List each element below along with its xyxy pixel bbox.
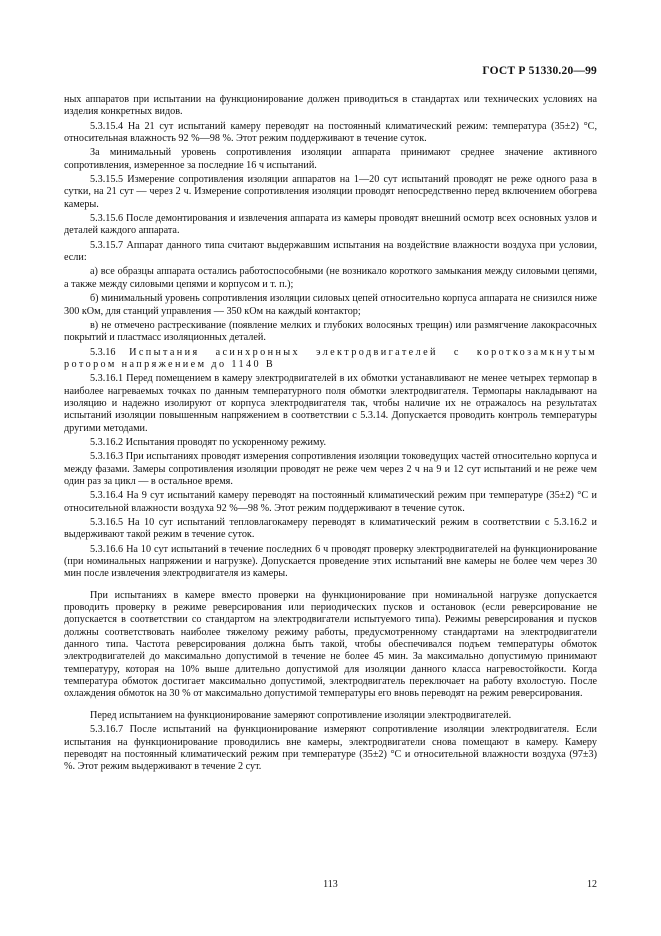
paragraph: Перед испытанием на функционирование замеряют сопротивление изоляции электродвигателей. <box>90 709 512 721</box>
paragraph: 5.3.16.5 На 10 сут испытаний тепловлагокамеру переводят в климатический режим в соответствии с 5.3.16.2 и выдерживают такой режим в течение суток. <box>64 517 597 541</box>
list-item: в) не отмечено растрескивание (появление мелких и глубоких волосяных трещин) или размягчение лакокрасочных покрытий и пластмасс изоляционных деталей. <box>64 319 597 344</box>
sheet-number: 12 <box>587 879 597 890</box>
paragraph: 5.3.15.5 Измерение сопротивления изоляции аппаратов на 1—20 сут испытаний проводят не реже одного раза в сутки, на 21 сут — через 2 ч. Измерение сопротивления изоляции проводят непосредственно перед включением обогрева камеры. <box>64 174 597 210</box>
paragraph: 5.3.16.2 Испытания проводят по ускоренному режиму. <box>90 436 327 448</box>
paragraph: 5.3.16.7 После испытаний на функционирование измеряют сопротивление изоляции электродвигателя. Если испытания на функционирование проводились вне камеры, электродвигатели снова помещают в камеру. Камеру переводят на постоянный климатический режим при температуре (35±2) °С и относительной влажности воздуха (97±3) %. Этот режим выдерживают в течение 2 сут. <box>64 724 597 773</box>
paragraph: При испытаниях в камере вместо проверки на функционирование при номинальной нагрузке допускается проводить проверку в режиме реверсирования или периодических пусков и остановок (если реверсирование не допускается в соответствии со стандартом на электродвигатели испытуемого типа). Режимы реверсирования и пусков должны соответствовать наиболее тяжелому режиму работы, предусмотренному стандартами на электродвигатели данного типа. Частота реверсирования должна быть такой, чтобы обеспечивался подъем температуры обмоток электродвигателей до максимально допустимой в течение не более 45 мин. За максимально допустимую принимают температуру, которая на 10% выше длительно допустимой для изоляции данного класса нагревостойкости. Когда температура обмоток достигает максимально допустимой, электродвигатель переключает на работу вхолостую. После охлаждения обмоток на 30 % от максимально допустимой температуры его вновь переводят на режим реверсирования. <box>64 589 597 700</box>
paragraph: 5.3.15.4 На 21 сут испытаний камеру переводят на постоянный климатический режим: температура (35±2) °С, относительная влажность 92 %—98 %. Этот режим поддерживают в течение суток. <box>64 120 597 145</box>
list-item: а) все образцы аппарата остались работоспособными (не возникало короткого замыкания между силовыми цепями, а также между силовыми цепями и корпусом и т. п.); <box>64 266 597 290</box>
page-number: 113 <box>323 879 338 890</box>
document-body <box>64 94 597 774</box>
paragraph: 5.3.15.6 После демонтирования и извлечения аппарата из камеры проводят внешний осмотр всех основных узлов и деталей каждого аппарата. <box>64 213 597 237</box>
list-item: б) минимальный уровень сопротивления изоляции силовых цепей относительно корпуса аппарата не снизился ниже 300 кОм, для станций управления — 350 кОм на каждый контактор; <box>64 293 597 317</box>
paragraph: 5.3.16.1 Перед помещением в камеру электродвигателей в их обмотки устанавливают не менее четырех термопар в наиболее нагреваемых точках по данным температурного поля обмотки электродвигателя. Термопары накладывают на изоляцию и надежно изолируют от корпуса электродвигателя так, чтобы наличие их не отражалось на результатах испытаний изоляции повышенным напряжением в соответствии с 5.3.14. Допускается проводить контроль температуры другими методами. <box>64 373 597 434</box>
section-number: 5.3.16 <box>90 346 116 358</box>
paragraph: ных аппаратов при испытании на функционирование должен приводиться в стандартах или технических условиях на изделия конкретных видов. <box>64 94 597 118</box>
document-code-header: ГОСТ Р 51330.20—99 <box>482 65 597 77</box>
paragraph: 5.3.16.4 На 9 сут испытаний камеру переводят на постоянный климатический режим при температуре (35±2) °С и относительной влажности воздуха 92 %—98 %. Этот режим поддерживают в течение суток. <box>64 490 597 514</box>
paragraph: 5.3.15.7 Аппарат данного типа считают выдержавшим испытания на воздействие влажности воздуха при условии, если: <box>64 239 597 264</box>
paragraph: 5.3.16.3 При испытаниях проводят измерения сопротивления изоляции токоведущих частей относительно корпуса и между фазами. Замеры сопротивления изоляции проводят не реже чем через 2 ч на 9 и 12 сут испытаний и не реже чем один раз за цикл — в остальное время. <box>64 451 597 487</box>
section-title: Испытания асинхронных электродвигателей с короткозамкнутым ротором напряжением до 1140 В <box>64 346 598 370</box>
section-heading <box>64 347 597 372</box>
paragraph: 5.3.16.6 На 10 сут испытаний в течение последних 6 ч проводят проверку электродвигателей на функционирование (при номинальных напряжении и нагрузке). Допускается проведение этих испытаний вне камеры не более чем через 30 мин после извлечения электродвигателя из камеры. <box>64 543 597 580</box>
paragraph: За минимальный уровень сопротивления изоляции аппарата принимают среднее значение активного сопротивления, измеренное за последние 16 ч испытаний. <box>64 147 597 171</box>
